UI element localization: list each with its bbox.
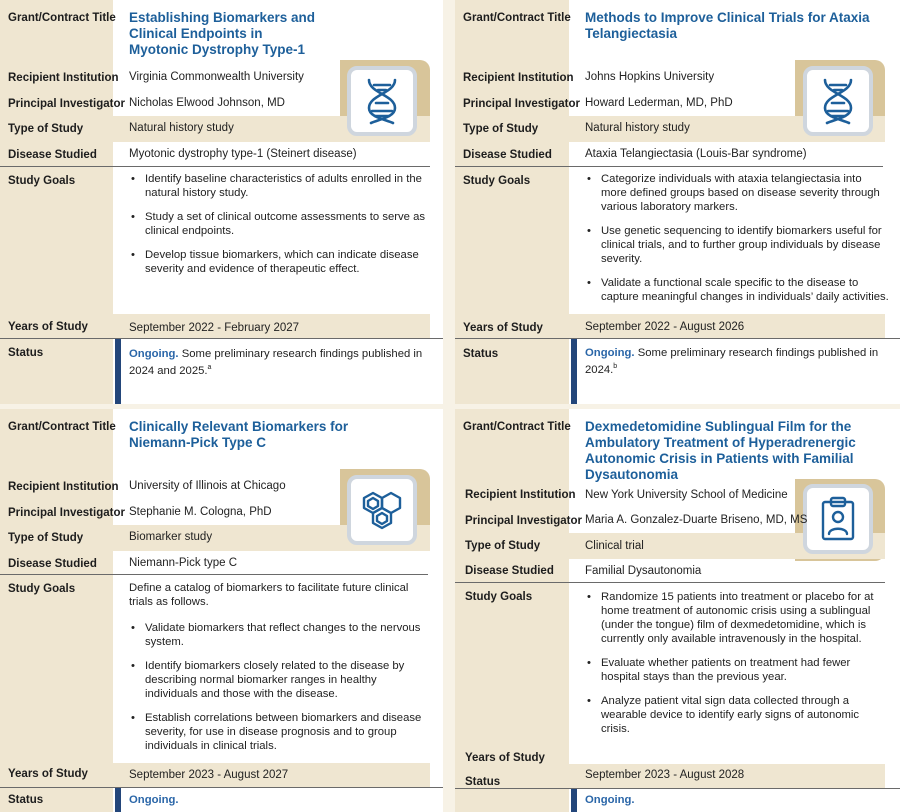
- study-card-1: [0, 0, 443, 404]
- label-investigator: Principal Investigator: [8, 98, 125, 110]
- institution-value: University of Illinois at Chicago: [129, 480, 286, 492]
- label-status: Status: [8, 347, 44, 359]
- label-status: Status: [463, 348, 499, 360]
- label-years: Years of Study: [465, 752, 545, 764]
- goals-list: [129, 172, 425, 286]
- list-item: • Establish correlations between biomarkers and disease severity, for use in disease prognosis and to group individuals in clinical trials.: [131, 712, 422, 752]
- label-goals: Study Goals: [8, 583, 76, 595]
- list-item: • Categorize individuals with ataxia telangiectasia into more defined groups based on disease severity through various laboratory markers.: [587, 173, 880, 213]
- label-title: Grant/Contract Title: [463, 12, 571, 24]
- institution-value: Johns Hopkins University: [585, 71, 715, 83]
- institution-value: Virginia Commonwealth University: [129, 71, 304, 83]
- list-item: • Identify biomarkers closely related to the disease by describing normal biomarker ranges in healthy individuals and those with the disease.: [131, 660, 405, 700]
- label-status: Status: [465, 776, 501, 788]
- goals-list: [585, 172, 889, 314]
- divider: [0, 787, 443, 788]
- grant-title: Clinically Relevant Biomarkers for Niemann-Pick Type C: [129, 419, 349, 450]
- list-item: • Validate biomarkers that reflect changes to the nervous system.: [131, 622, 421, 648]
- label-years: Years of Study: [8, 321, 88, 333]
- list-item: • Use genetic sequencing to identify biomarkers useful for clinical trials, and to further group individuals by disease severity.: [587, 225, 882, 265]
- study-card-4: [455, 409, 900, 812]
- label-type: Type of Study: [8, 123, 84, 135]
- label-title: Grant/Contract Title: [463, 421, 571, 433]
- years-value: September 2022 - February 2027: [129, 322, 300, 334]
- label-type: Type of Study: [465, 540, 541, 552]
- investigator-value: Stephanie M. Cologna, PhD: [129, 506, 272, 518]
- status-bar: [571, 339, 577, 404]
- label-disease: Disease Studied: [465, 565, 554, 577]
- grant-title: Methods to Improve Clinical Trials for Ataxia Telangiectasia: [585, 10, 870, 41]
- label-years: Years of Study: [463, 322, 543, 334]
- goals-list: [129, 621, 421, 763]
- label-title: Grant/Contract Title: [8, 421, 116, 433]
- label-column: [0, 0, 113, 404]
- list-item: • Evaluate whether patients on treatment had fewer hospital stays than the previous year.: [587, 657, 851, 683]
- divider: [0, 166, 430, 167]
- type-value: Biomarker study: [129, 531, 213, 543]
- status-bar: [115, 339, 121, 404]
- investigator-value: Howard Lederman, MD, PhD: [585, 97, 733, 109]
- disease-value: Myotonic dystrophy type-1 (Steinert disease): [129, 148, 357, 160]
- investigator-value: Nicholas Elwood Johnson, MD: [129, 97, 285, 109]
- list-item: • Analyze patient vital sign data collected through a wearable device to identify early signs of autonomic crisis.: [587, 695, 860, 735]
- list-item: • Study a set of clinical outcome assessments to serve as clinical endpoints.: [131, 211, 426, 237]
- label-column: [0, 409, 113, 812]
- study-card-3: [0, 409, 443, 812]
- list-item: • Validate a functional scale specific to the disease to capture meaningful changes in individuals’ daily activities.: [587, 277, 889, 303]
- status-text: Ongoing.: [585, 794, 635, 806]
- status-text: Ongoing.: [129, 794, 179, 806]
- status-bar: [571, 789, 577, 812]
- grant-title: Establishing Biomarkers and Clinical Endpoints in Myotonic Dystrophy Type-1: [129, 10, 316, 57]
- label-investigator: Principal Investigator: [465, 515, 582, 527]
- label-disease: Disease Studied: [463, 149, 552, 161]
- label-investigator: Principal Investigator: [8, 507, 125, 519]
- label-years: Years of Study: [8, 768, 88, 780]
- label-column: [455, 0, 569, 404]
- label-goals: Study Goals: [465, 591, 533, 603]
- label-disease: Disease Studied: [8, 558, 97, 570]
- clipboard-person-icon: [803, 484, 873, 554]
- dna-icon: [347, 66, 417, 136]
- years-value: September 2023 - August 2028: [585, 769, 745, 781]
- divider: [455, 788, 900, 789]
- label-institution: Recipient Institution: [8, 72, 119, 84]
- label-investigator: Principal Investigator: [463, 98, 580, 110]
- label-institution: Recipient Institution: [463, 72, 574, 84]
- institution-value: New York University School of Medicine: [585, 489, 788, 501]
- label-type: Type of Study: [463, 123, 539, 135]
- study-card-2: [455, 0, 900, 404]
- type-value: Clinical trial: [585, 540, 644, 552]
- label-goals: Study Goals: [463, 175, 531, 187]
- disease-value: Familial Dysautonomia: [585, 565, 702, 577]
- goals-list: [585, 590, 874, 746]
- list-item: • Develop tissue biomarkers, which can indicate disease severity and evidence of therapeutic effect.: [131, 249, 419, 275]
- molecule-icon: [347, 475, 417, 545]
- dna-icon: [803, 66, 873, 136]
- investigator-value: Maria A. Gonzalez-Duarte Briseno, MD, MS: [585, 514, 808, 526]
- grant-title: Dexmedetomidine Sublingual Film for the Ambulatory Treatment of Hyperadrenergic Autonomic Crisis in Patients with Familial Dysautonomia: [585, 419, 856, 482]
- disease-value: Ataxia Telangiectasia (Louis-Bar syndrome): [585, 148, 807, 160]
- label-institution: Recipient Institution: [465, 489, 576, 501]
- goals-intro: Define a catalog of biomarkers to facilitate future clinical trials as follows.: [129, 582, 409, 608]
- years-value: September 2022 - August 2026: [585, 321, 745, 333]
- years-value: September 2023 - August 2027: [129, 769, 289, 781]
- status-text: Ongoing. Some preliminary research findings published in 2024.$^b$: [585, 347, 879, 376]
- disease-value: Niemann-Pick type C: [129, 557, 238, 569]
- label-status: Status: [8, 794, 44, 806]
- label-goals: Study Goals: [8, 175, 76, 187]
- divider: [0, 574, 428, 575]
- divider: [0, 338, 443, 339]
- status-text: Ongoing. Some preliminary research findings published in 2024 and 2025.$^a$: [129, 348, 423, 377]
- label-disease: Disease Studied: [8, 149, 97, 161]
- status-bar: [115, 788, 121, 812]
- label-title: Grant/Contract Title: [8, 12, 116, 24]
- divider: [455, 582, 885, 583]
- list-item: • Randomize 15 patients into treatment or placebo for at home treatment of autonomic crisis using a sublingual (under the tongue) film of dexmedetomidine, which is currently only available intravenously in the hospital.: [587, 591, 874, 645]
- divider: [455, 338, 900, 339]
- type-value: Natural history study: [585, 122, 690, 134]
- list-item: • Identify baseline characteristics of adults enrolled in the natural history study.: [131, 173, 422, 199]
- type-value: Natural history study: [129, 122, 234, 134]
- label-type: Type of Study: [8, 532, 84, 544]
- label-institution: Recipient Institution: [8, 481, 119, 493]
- divider: [455, 166, 883, 167]
